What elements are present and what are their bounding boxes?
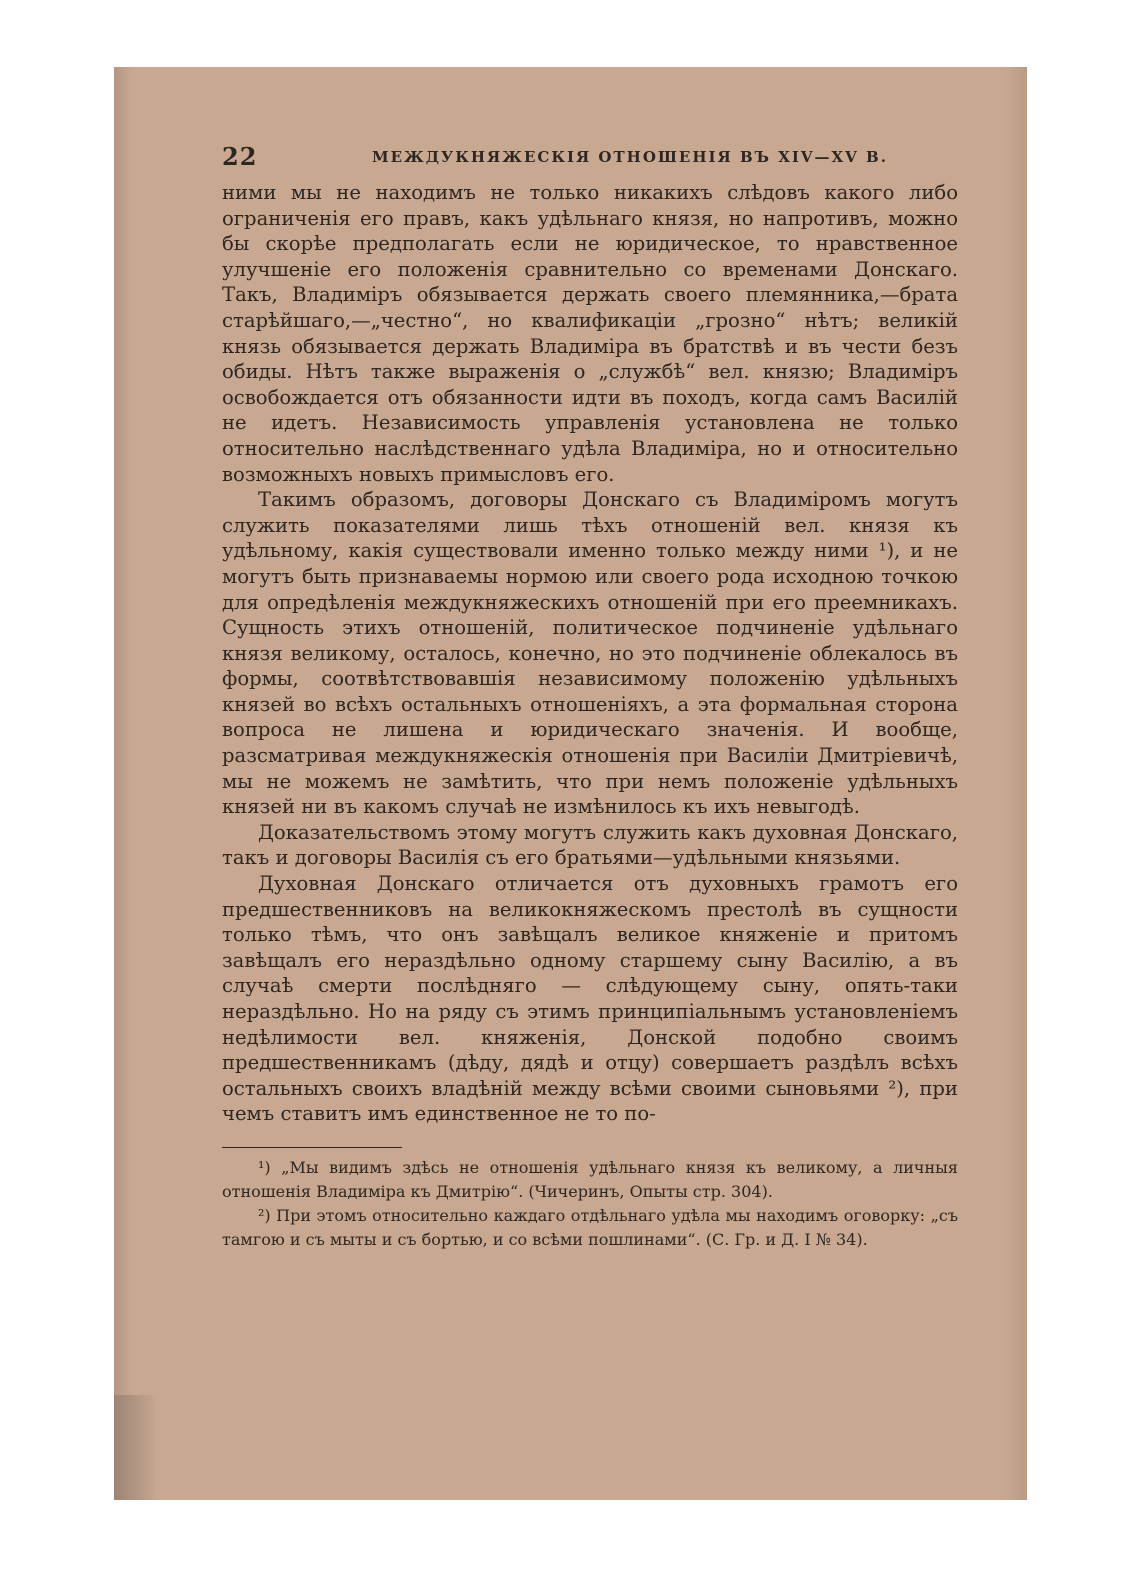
paragraph-4: Духовная Донскаго отличается отъ духовныхъ грамотъ его предшественниковъ на великокняжескомъ престолѣ въ сущности только тѣмъ, что онъ завѣщалъ великое княженіе и притомъ завѣщалъ его нераздѣльно одному старшему сыну Василію, а въ случаѣ смерти послѣдняго — слѣдующему сыну, опять-таки нераздѣльно. Но на ряду съ этимъ принципіальнымъ установленіемъ недѣлимости вел. княженія, Донской подобно своимъ предшественникамъ (дѣду, дядѣ и отцу) совершаетъ раздѣлъ всѣхъ остальныхъ своихъ владѣній между всѣми своими сыновьями ²), при чемъ ставитъ имъ единственное не то по- — [222, 872, 958, 1126]
footnote-1: ¹) „Мы видимъ здѣсь не отношенія удѣльнаго князя къ великому, а личныя отношенія Владиміра къ Дмитрію“. (Чичеринъ, Опыты стр. 304). — [222, 1157, 958, 1201]
page-shadow — [114, 1395, 158, 1500]
footnote-divider — [222, 1147, 402, 1148]
running-title: МЕЖДУКНЯЖЕСКІЯ ОТНОШЕНІЯ ВЪ XIV—XV В. — [372, 148, 888, 166]
page-text — [222, 140, 958, 1252]
paragraph-3: Доказательствомъ этому могутъ служить какъ духовная Донскаго, такъ и договоры Василія съ его братьями—удѣльными князьями. — [222, 820, 958, 870]
paragraph-2: Такимъ образомъ, договоры Донскаго съ Владиміромъ могутъ служить показателями лишь тѣхъ отношеній вел. князя къ удѣльному, какія существовали именно только между ними ¹), и не могутъ быть признаваемы нормою или своего рода исходною точкою для опредѣленія междукняжескихъ отношеній при его преемникахъ. Сущность этихъ отношеній, политическое подчиненіе удѣльнаго князя великому, осталось, конечно, но это подчиненіе облекалось въ формы, соотвѣтствовавшія независимому положенію удѣльныхъ князей во всѣхъ остальныхъ отношеніяхъ, а эта формальная сторона вопроса не лишена и юридическаго значенія. И вообще, разсматривая междукняжескія отношенія при Василіи Дмитріевичѣ, мы не можемъ не замѣтить, что при немъ положеніе удѣльныхъ князей ни въ какомъ случаѣ не измѣнилось къ ихъ невыгодѣ. — [222, 488, 958, 819]
paragraph-1: ними мы не находимъ не только никакихъ слѣдовъ какого либо ограниченія его правъ, какъ удѣльнаго князя, но напротивъ, можно бы скорѣе предполагать если не юридическое, то нравственное улучшеніе его положенія сравнительно со временами Донскаго. Такъ, Владиміръ обязывается держать своего племянника,—брата старѣйшаго,—„честно“, но квалификаціи „грозно“ нѣтъ; великій князь обязывается держать Владиміра въ братствѣ и въ чести безъ обиды. Нѣтъ также выраженія о „службѣ“ вел. князю; Владиміръ освобождается отъ обязанности идти въ походъ, когда самъ Василій не идетъ. Независимость управленія установлена не только относительно наслѣдственнаго удѣла Владиміра, но и относительно возможныхъ новыхъ примысловъ его. — [222, 181, 958, 486]
footnote-2: ²) При этомъ относительно каждаго отдѣльнаго удѣла мы находимъ оговорку: „съ тамгою и съ мыты и съ бортью, и со всѣми пошлинами“. (С. Гр. и Д. I № 34). — [222, 1205, 958, 1249]
page-number: 22 — [222, 142, 258, 171]
running-head — [222, 140, 958, 180]
